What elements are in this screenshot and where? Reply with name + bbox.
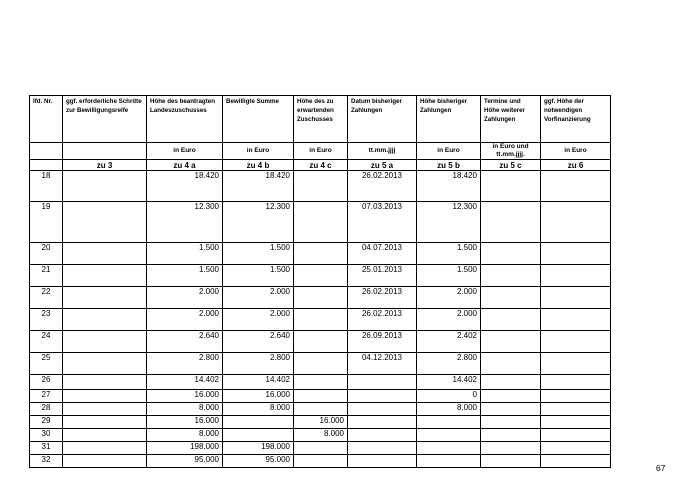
cell-bewilligt: 2.000 xyxy=(223,309,294,331)
cell-bewilligt: 1.500 xyxy=(223,243,294,265)
cell-empty xyxy=(63,375,147,390)
cell-erwartet xyxy=(294,390,348,403)
cell-datum xyxy=(348,442,417,455)
cell-beantragt: 2.800 xyxy=(147,353,223,375)
cell-datum xyxy=(348,390,417,403)
cell-empty xyxy=(481,171,541,202)
cell-empty xyxy=(541,287,611,309)
cell-datum: 26.02.2013 xyxy=(348,287,417,309)
cell-beantragt: 8.000 xyxy=(147,429,223,442)
cell-zahlung: 2.402 xyxy=(417,331,481,353)
cell-empty xyxy=(63,429,147,442)
cell-zahlung xyxy=(417,429,481,442)
cell-datum: 25.01.2013 xyxy=(348,265,417,287)
cell-empty xyxy=(541,265,611,287)
cell-beantragt: 1.500 xyxy=(147,265,223,287)
unit-cell xyxy=(63,143,147,160)
unit-cell: tt.mm.jjjj xyxy=(348,143,417,160)
header-cell: Höhe bisheriger Zahlungen xyxy=(417,96,481,143)
unit-cell: in Euro xyxy=(223,143,294,160)
header-row xyxy=(30,96,611,143)
cell-empty xyxy=(63,202,147,243)
cell-bewilligt: 14.402 xyxy=(223,375,294,390)
cell-empty xyxy=(481,287,541,309)
cell-empty xyxy=(481,202,541,243)
unit-cell: in Euro xyxy=(417,143,481,160)
cell-empty xyxy=(63,390,147,403)
header-cell: Höhe des zu erwartenden Zuschusses xyxy=(294,96,348,143)
cell-datum: 04.07.2013 xyxy=(348,243,417,265)
cell-empty xyxy=(481,429,541,442)
table-row xyxy=(30,287,611,309)
cell-empty xyxy=(541,243,611,265)
cell-empty xyxy=(63,171,147,202)
cell-beantragt: 95.000 xyxy=(147,455,223,468)
cell-datum: 04.12.2013 xyxy=(348,353,417,375)
cell-empty xyxy=(541,455,611,468)
cell-erwartet xyxy=(294,353,348,375)
table-row xyxy=(30,375,611,390)
cell-beantragt: 14.402 xyxy=(147,375,223,390)
cell-bewilligt: 1.500 xyxy=(223,265,294,287)
cell-beantragt: 18.420 xyxy=(147,171,223,202)
table-row xyxy=(30,429,611,442)
cell-empty xyxy=(481,416,541,429)
cell-empty xyxy=(63,287,147,309)
header-cell: Höhe des beantragten Landeszuschusses xyxy=(147,96,223,143)
cell-bewilligt: 2.000 xyxy=(223,287,294,309)
cell-zahlung: 2.800 xyxy=(417,353,481,375)
cell-beantragt: 2.000 xyxy=(147,309,223,331)
cell-nr: 27 xyxy=(30,390,63,403)
header-cell: Termine und Höhe weiterer Zahlungen xyxy=(481,96,541,143)
cell-empty xyxy=(541,171,611,202)
cell-zahlung: 1.500 xyxy=(417,243,481,265)
cell-datum: 26.02.2013 xyxy=(348,171,417,202)
unit-cell: in Euro xyxy=(294,143,348,160)
cell-bewilligt: 95.000 xyxy=(223,455,294,468)
cell-nr: 23 xyxy=(30,309,63,331)
cell-empty xyxy=(481,442,541,455)
cell-nr: 22 xyxy=(30,287,63,309)
cell-erwartet xyxy=(294,243,348,265)
cell-datum: 07.03.2013 xyxy=(348,202,417,243)
cell-datum xyxy=(348,429,417,442)
cell-nr: 19 xyxy=(30,202,63,243)
reference-cell: zu 5 a xyxy=(348,160,417,171)
cell-erwartet xyxy=(294,455,348,468)
cell-datum: 26.09.2013 xyxy=(348,331,417,353)
cell-empty xyxy=(541,442,611,455)
cell-bewilligt: 12.300 xyxy=(223,202,294,243)
table-row xyxy=(30,265,611,287)
cell-empty xyxy=(63,442,147,455)
unit-row xyxy=(30,143,611,160)
cell-zahlung: 14.402 xyxy=(417,375,481,390)
cell-bewilligt: 18.420 xyxy=(223,171,294,202)
cell-bewilligt: 8.000 xyxy=(223,403,294,416)
page-number: 67 xyxy=(656,463,666,473)
cell-empty xyxy=(63,309,147,331)
cell-erwartet xyxy=(294,375,348,390)
table-row xyxy=(30,331,611,353)
cell-beantragt: 2.000 xyxy=(147,287,223,309)
cell-erwartet: 8.000 xyxy=(294,429,348,442)
cell-empty xyxy=(541,403,611,416)
cell-beantragt: 198.000 xyxy=(147,442,223,455)
cell-nr: 30 xyxy=(30,429,63,442)
unit-cell: in Euro und tt.mm.jjjj. xyxy=(481,143,541,160)
cell-erwartet xyxy=(294,287,348,309)
table-row xyxy=(30,353,611,375)
cell-empty xyxy=(481,265,541,287)
cell-erwartet xyxy=(294,442,348,455)
cell-zahlung: 2.000 xyxy=(417,309,481,331)
cell-erwartet: 16.000 xyxy=(294,416,348,429)
reference-cell: zu 5 b xyxy=(417,160,481,171)
cell-empty xyxy=(481,353,541,375)
cell-erwartet xyxy=(294,202,348,243)
unit-cell xyxy=(30,143,63,160)
header-cell: Datum bisheriger Zahlungen xyxy=(348,96,417,143)
cell-beantragt: 12.300 xyxy=(147,202,223,243)
cell-nr: 18 xyxy=(30,171,63,202)
header-cell: Bewilligte Summe xyxy=(223,96,294,143)
cell-datum xyxy=(348,416,417,429)
cell-zahlung: 1.500 xyxy=(417,265,481,287)
cell-empty xyxy=(63,331,147,353)
cell-empty xyxy=(63,353,147,375)
cell-beantragt: 1.500 xyxy=(147,243,223,265)
cell-zahlung xyxy=(417,416,481,429)
cell-bewilligt xyxy=(223,416,294,429)
table-row xyxy=(30,202,611,243)
cell-empty xyxy=(481,309,541,331)
cell-empty xyxy=(541,309,611,331)
cell-bewilligt: 16.000 xyxy=(223,390,294,403)
cell-empty xyxy=(63,455,147,468)
cell-empty xyxy=(541,429,611,442)
cell-erwartet xyxy=(294,309,348,331)
cell-empty xyxy=(481,390,541,403)
cell-empty xyxy=(481,375,541,390)
reference-cell: zu 3 xyxy=(63,160,147,171)
cell-empty xyxy=(541,375,611,390)
cell-bewilligt: 2.640 xyxy=(223,331,294,353)
funding-table xyxy=(29,95,611,468)
reference-cell: zu 4 b xyxy=(223,160,294,171)
cell-nr: 28 xyxy=(30,403,63,416)
header-cell: lfd. Nr. xyxy=(30,96,63,143)
cell-nr: 32 xyxy=(30,455,63,468)
table-row xyxy=(30,171,611,202)
cell-empty xyxy=(541,416,611,429)
cell-beantragt: 8.000 xyxy=(147,403,223,416)
cell-datum xyxy=(348,375,417,390)
cell-datum xyxy=(348,403,417,416)
cell-zahlung: 12.300 xyxy=(417,202,481,243)
cell-erwartet xyxy=(294,171,348,202)
cell-nr: 20 xyxy=(30,243,63,265)
cell-beantragt: 16.000 xyxy=(147,416,223,429)
cell-empty xyxy=(63,416,147,429)
cell-nr: 24 xyxy=(30,331,63,353)
cell-nr: 21 xyxy=(30,265,63,287)
reference-cell: zu 6 xyxy=(541,160,611,171)
table-row xyxy=(30,390,611,403)
unit-cell: in Euro xyxy=(147,143,223,160)
reference-cell: zu 4 c xyxy=(294,160,348,171)
cell-empty xyxy=(541,353,611,375)
cell-empty xyxy=(541,202,611,243)
header-cell: ggf. Höhe der notwendigen Vorfinanzierung xyxy=(541,96,611,143)
table-row xyxy=(30,455,611,468)
cell-nr: 25 xyxy=(30,353,63,375)
cell-erwartet xyxy=(294,265,348,287)
cell-empty xyxy=(63,243,147,265)
cell-empty xyxy=(541,390,611,403)
cell-empty xyxy=(481,243,541,265)
cell-datum xyxy=(348,455,417,468)
cell-beantragt: 16.000 xyxy=(147,390,223,403)
cell-zahlung: 18.420 xyxy=(417,171,481,202)
cell-bewilligt xyxy=(223,429,294,442)
cell-empty xyxy=(63,265,147,287)
cell-zahlung: 8.000 xyxy=(417,403,481,416)
cell-empty xyxy=(481,331,541,353)
table-row xyxy=(30,243,611,265)
reference-cell: zu 5 c xyxy=(481,160,541,171)
cell-datum: 26.02.2013 xyxy=(348,309,417,331)
cell-zahlung xyxy=(417,455,481,468)
cell-bewilligt: 198.000 xyxy=(223,442,294,455)
reference-row xyxy=(30,160,611,171)
cell-empty xyxy=(481,455,541,468)
reference-cell xyxy=(30,160,63,171)
table-row xyxy=(30,442,611,455)
cell-nr: 29 xyxy=(30,416,63,429)
cell-nr: 26 xyxy=(30,375,63,390)
cell-zahlung: 0 xyxy=(417,390,481,403)
cell-erwartet xyxy=(294,331,348,353)
cell-bewilligt: 2.800 xyxy=(223,353,294,375)
cell-zahlung xyxy=(417,442,481,455)
cell-beantragt: 2.640 xyxy=(147,331,223,353)
reference-cell: zu 4 a xyxy=(147,160,223,171)
table-row xyxy=(30,309,611,331)
cell-empty xyxy=(481,403,541,416)
header-cell: ggf. erforderliche Schritte zur Bewilligungsreife xyxy=(63,96,147,143)
cell-empty xyxy=(63,403,147,416)
table-row xyxy=(30,416,611,429)
cell-zahlung: 2.000 xyxy=(417,287,481,309)
cell-nr: 31 xyxy=(30,442,63,455)
cell-empty xyxy=(541,331,611,353)
unit-cell: in Euro xyxy=(541,143,611,160)
table-row xyxy=(30,403,611,416)
cell-erwartet xyxy=(294,403,348,416)
